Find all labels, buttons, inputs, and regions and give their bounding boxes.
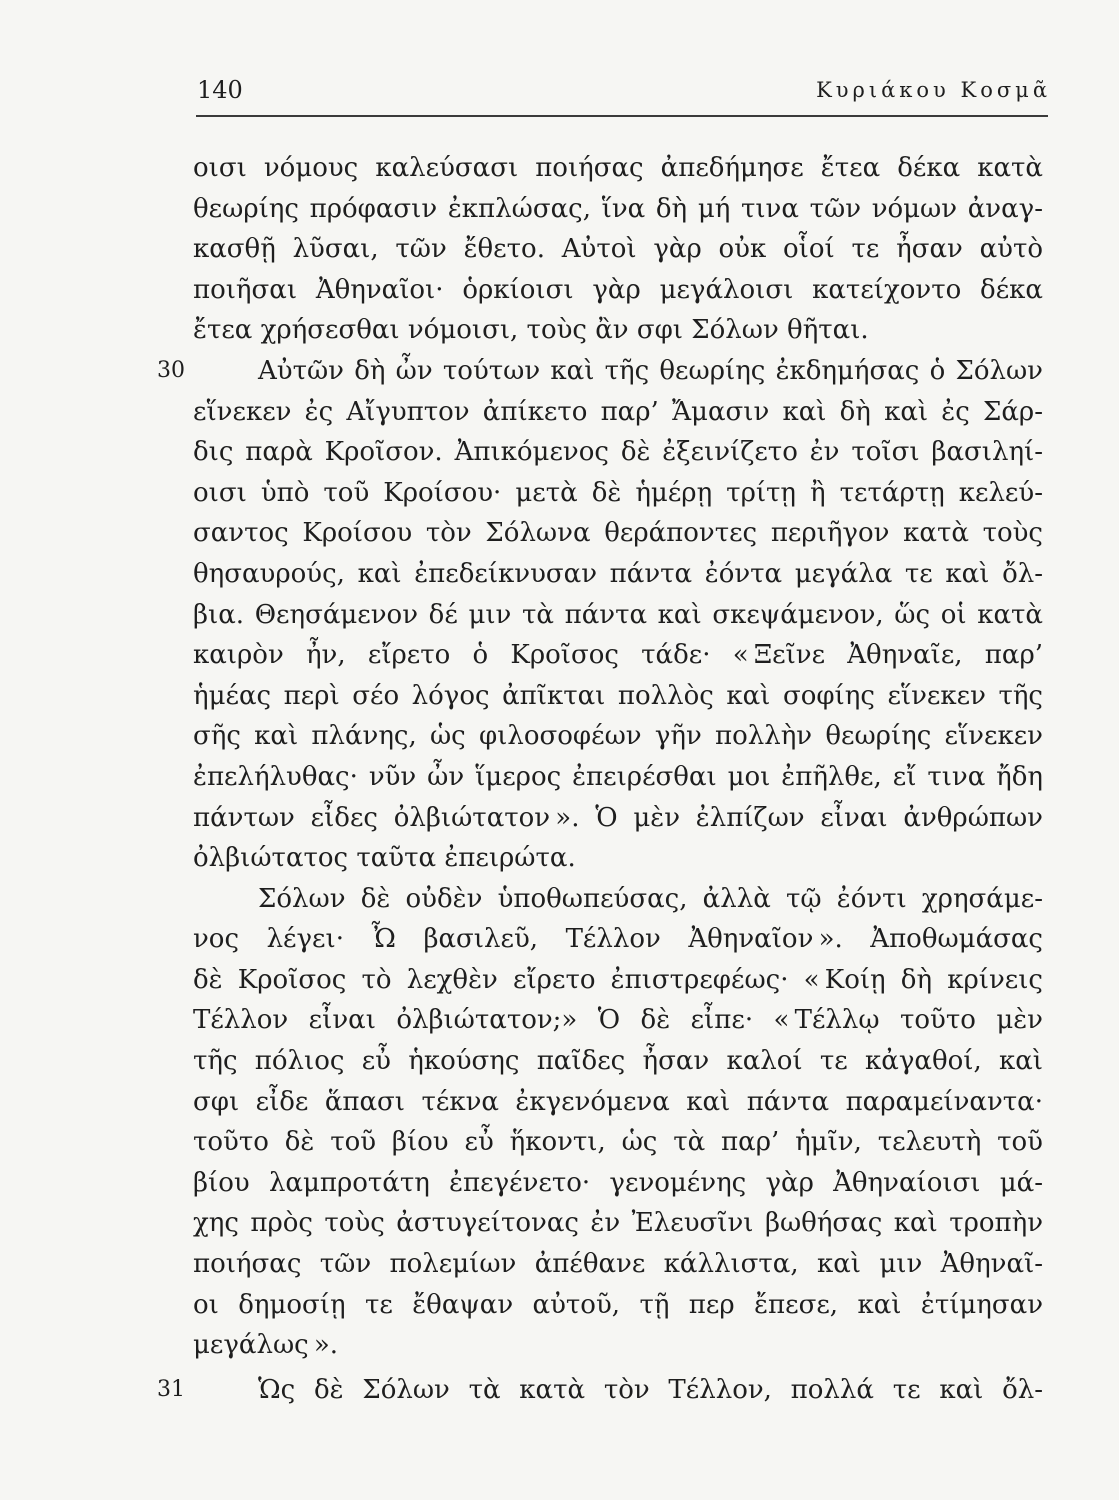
text-line (193, 1000, 1043, 1041)
text-line (193, 189, 1043, 230)
text-line (193, 757, 1043, 798)
line-text: εἵνεκεν ἐς Αἴγυπτον ἀπίκετο παρ’ Ἄμασιν καὶ δὴ καὶ ἐς Σάρ- (193, 396, 1043, 427)
line-text: ἐπελήλυθας· νῦν ὦν ἵμερος ἐπειρέσθαι μοι ἐπῆλθε, εἴ τινα ἤδη (193, 761, 1043, 792)
text-line (193, 960, 1043, 1001)
paragraph (193, 879, 1043, 1366)
line-text: βίου λαμπροτάτη ἐπεγένετο· γενομένης γὰρ Ἀθηναίοισι μά- (193, 1167, 1043, 1198)
text-line (193, 1041, 1043, 1082)
line-text: οι δημοσίῃ τε ἔθαψαν αὐτοῦ, τῇ περ ἔπεσε, καὶ ἐτίμησαν (193, 1289, 1043, 1320)
header-rule (196, 115, 1048, 117)
paragraph (193, 148, 1043, 351)
text-line (193, 432, 1043, 473)
text-line (193, 1285, 1043, 1326)
text-line (193, 1203, 1043, 1244)
paragraph (157, 1370, 1043, 1411)
line-text: Σόλων δὲ οὐδὲν ὑποθωπεύσας, ἀλλὰ τῷ ἐόντι χρησάμε- (258, 883, 1043, 914)
line-text: ἡμέας περὶ σέο λόγος ἀπῖκται πολλὸς καὶ σοφίης εἵνεκεν τῆς (193, 680, 1043, 711)
section-number: 31 (157, 1376, 185, 1402)
page-body (157, 148, 1043, 1410)
text-line (193, 1163, 1043, 1204)
text-line (157, 351, 1043, 392)
text-line (193, 919, 1043, 960)
text-line (193, 676, 1043, 717)
line-text: χης πρὸς τοὺς ἀστυγείτονας ἐν Ἐλευσῖνι βωθήσας καὶ τροπὴν (193, 1208, 1043, 1239)
line-text: καιρὸν ἦν, εἴρετο ὁ Κροῖσος τάδε· « Ξεῖνε Ἀθηναῖε, παρ’ (193, 640, 1043, 671)
line-text: μεγάλως ». (193, 1330, 339, 1361)
text-line (193, 635, 1043, 676)
line-text: σαντος Κροίσου τὸν Σόλωνα θεράποντες περιῆγον κατὰ τοὺς (193, 518, 1043, 549)
text-line (193, 1082, 1043, 1123)
paragraph (157, 351, 1043, 879)
text-line (193, 554, 1043, 595)
line-text: δὲ Κροῖσος τὸ λεχθὲν εἴρετο ἐπιστρεφέως· « Κοίῃ δὴ κρίνεις (193, 964, 1043, 995)
line-text: θεωρίης πρόφασιν ἐκπλώσας, ἵνα δὴ μή τινα τῶν νόμων ἀναγ- (193, 193, 1043, 224)
line-text: Ὡς δὲ Σόλων τὰ κατὰ τὸν Τέλλον, πολλά τε καὶ ὄλ- (258, 1374, 1043, 1405)
line-text: Τέλλον εἶναι ὀλβιώτατον;» Ὁ δὲ εἶπε· « Τέλλῳ τοῦτο μὲν (193, 1005, 1043, 1036)
text-line (193, 270, 1043, 311)
line-text: θησαυρούς, καὶ ἐπεδείκνυσαν πάντα ἐόντα μεγάλα τε καὶ ὄλ- (193, 558, 1043, 589)
line-text: κασθῇ λῦσαι, τῶν ἔθετο. Αὐτοὶ γὰρ οὐκ οἷοί τε ἦσαν αὐτὸ (193, 234, 1043, 265)
line-text: ποιῆσαι Ἀθηναῖοι· ὁρκίοισι γὰρ μεγάλοισι κατείχοντο δέκα (193, 274, 1043, 305)
line-text: πάντων εἶδες ὀλβιώτατον ». Ὁ μὲν ἐλπίζων εἶναι ἀνθρώπων (193, 802, 1043, 833)
running-title: Κυριάκου Κοσμᾶ (816, 78, 1051, 102)
text-line (193, 1325, 1043, 1366)
text-line (193, 310, 1043, 351)
text-line (193, 798, 1043, 839)
line-text: σῆς καὶ πλάνης, ὡς φιλοσοφέων γῆν πολλὴν θεωρίης εἵνεκεν (193, 721, 1043, 752)
line-text: οισι νόμους καλεύσασι ποιήσας ἀπεδήμησε ἔτεα δέκα κατὰ (193, 153, 1043, 183)
text-line (193, 1122, 1043, 1163)
line-text: τοῦτο δὲ τοῦ βίου εὖ ἥκοντι, ὡς τὰ παρ’ ἡμῖν, τελευτὴ τοῦ (193, 1127, 1043, 1158)
text-line (193, 879, 1043, 920)
line-text: ποιήσας τῶν πολεμίων ἀπέθανε κάλλιστα, καὶ μιν Ἀθηναῖ- (193, 1249, 1043, 1280)
line-text: οισι ὑπὸ τοῦ Κροίσου· μετὰ δὲ ἡμέρῃ τρίτῃ ἢ τετάρτῃ κελεύ- (193, 477, 1043, 508)
section-number: 30 (157, 357, 185, 383)
text-line (193, 716, 1043, 757)
line-text: σφι εἶδε ἅπασι τέκνα ἐκγενόμενα καὶ πάντα παραμείναντα· (193, 1086, 1043, 1117)
line-text: νος λέγει· Ὦ βασιλεῦ, Τέλλον Ἀθηναῖον ». Ἀποθωμάσας (193, 924, 1043, 955)
line-text: τῆς πόλιος εὖ ἡκούσης παῖδες ἦσαν καλοί τε κἀγαθοί, καὶ (193, 1046, 1043, 1077)
line-text: ὀλβιώτατος ταῦτα ἐπειρώτα. (193, 843, 576, 874)
text-line (193, 148, 1043, 189)
text-line (193, 229, 1043, 270)
text-line (157, 1370, 1043, 1411)
page-number: 140 (197, 76, 243, 104)
text-line (193, 595, 1043, 636)
text-line (193, 838, 1043, 879)
line-text: Αὐτῶν δὴ ὦν τούτων καὶ τῆς θεωρίης ἐκδημήσας ὁ Σόλων (258, 355, 1043, 386)
line-text: βια. Θεησάμενον δέ μιν τὰ πάντα καὶ σκεψάμενον, ὥς οἱ κατὰ (193, 599, 1043, 630)
line-text: δις παρὰ Κροῖσον. Ἀπικόμενος δὲ ἐξεινίζετο ἐν τοῖσι βασιληί- (193, 437, 1043, 468)
text-line (193, 1244, 1043, 1285)
line-text: ἔτεα χρήσεσθαι νόμοισι, τοὺς ἂν σφι Σόλων θῆται. (193, 315, 869, 346)
text-line (193, 392, 1043, 433)
text-line (193, 473, 1043, 514)
running-header (197, 74, 1051, 106)
text-line (193, 513, 1043, 554)
